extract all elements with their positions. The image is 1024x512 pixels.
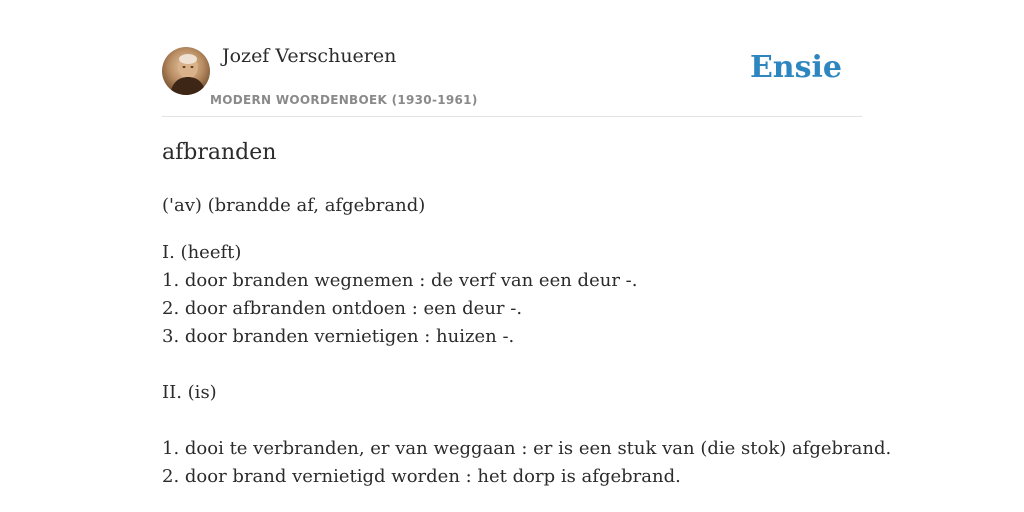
entry-grammar: ('av) (brandde af, afgebrand) xyxy=(162,195,426,216)
author-avatar[interactable] xyxy=(162,47,210,95)
brand-logo[interactable]: Ensie xyxy=(749,50,842,85)
section-label-1: I. (heeft) xyxy=(162,242,242,263)
page-container xyxy=(162,0,892,487)
author-name[interactable]: Jozef Verschueren xyxy=(222,45,397,67)
portrait-photo-icon xyxy=(162,47,210,95)
definition-item: 3. door branden vernietigen : huizen -. xyxy=(162,326,515,347)
definition-item: 2. door brand vernietigd worden : het dorp is afgebrand. xyxy=(162,466,681,487)
definition-item: 1. door branden wegnemen : de verf van een deur -. xyxy=(162,270,638,291)
section-label-2: II. (is) xyxy=(162,382,217,403)
entry-headword: afbranden xyxy=(162,140,277,165)
definition-item: 2. door afbranden ontdoen : een deur -. xyxy=(162,298,523,319)
page-header xyxy=(162,0,862,117)
definition-item: 1. dooi te verbranden, er van weggaan : er is een stuk van (die stok) afgebrand. xyxy=(162,438,892,459)
source-title[interactable]: MODERN WOORDENBOEK (1930-1961) xyxy=(210,93,478,107)
